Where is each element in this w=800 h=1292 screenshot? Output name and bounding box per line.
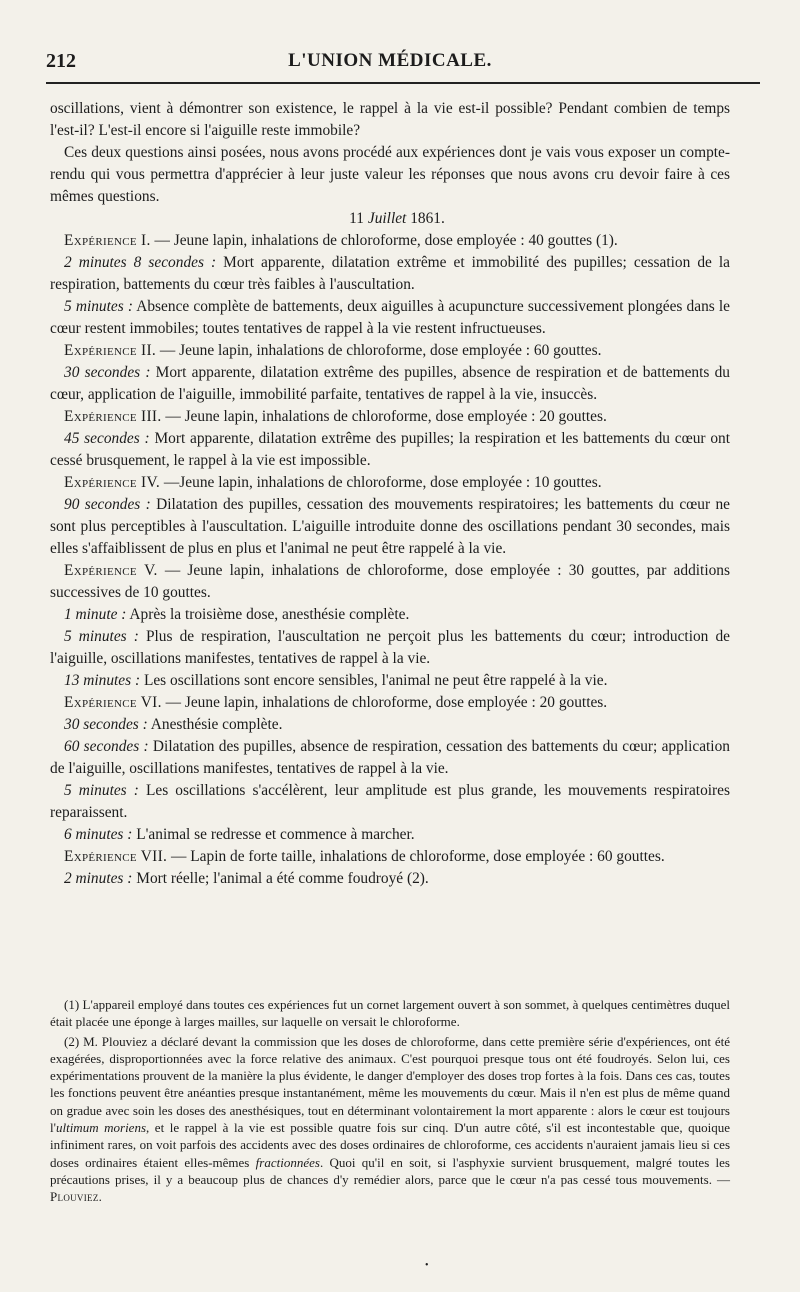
- date-day: 11: [349, 210, 364, 227]
- observation-text: Mort apparente, dilatation extrême des pupilles, absence de respiration et de battements du cœur, application de l'aiguille, immobilité parfaite, tentatives de rappel à la vie, insuccès.: [50, 364, 730, 403]
- observation-text: Les oscillations s'accélèrent, leur amplitude est plus grande, les mouvements respiratoires reparaissent.: [50, 782, 730, 821]
- observation-text: Mort réelle; l'animal a été comme foudroyé (2).: [132, 870, 429, 887]
- observation: [50, 670, 730, 692]
- observation-text: Plus de respiration, l'auscultation ne perçoit plus les battements du cœur; introduction de l'aiguille, oscillations manifestes, tentatives de rappel à la vie.: [50, 628, 730, 667]
- page-header: [46, 48, 730, 78]
- experiment-heading: [50, 560, 730, 604]
- experiment-label: Expérience IV.: [64, 474, 161, 491]
- observation-time: 5 minutes :: [64, 782, 139, 799]
- header-rule: [46, 82, 760, 84]
- date-year: 1861.: [410, 210, 445, 227]
- experiment-description: — Jeune lapin, inhalations de chloroforme, dose employée : 40 gouttes (1).: [150, 232, 618, 249]
- observation: [50, 868, 730, 890]
- bottom-mark: •: [425, 1260, 429, 1271]
- observation-text: Après la troisième dose, anesthésie complète.: [126, 606, 410, 623]
- observation: [50, 824, 730, 846]
- observation-text: Dilatation des pupilles, absence de respiration, cessation des battements du cœur; application de l'aiguille, oscillations manifestes, tentatives de rappel à la vie.: [50, 738, 730, 777]
- observation-text: Absence complète de battements, deux aiguilles à acupuncture successivement plongées dans le cœur restent immobiles; toutes tentatives de rappel à la vie restent infructueuses.: [50, 298, 730, 337]
- page: [46, 48, 730, 78]
- footnote-2-italic-2: fractionnées: [255, 1154, 320, 1170]
- experiment-label: Expérience V.: [64, 562, 158, 579]
- experiment-label: Expérience II.: [64, 342, 157, 359]
- experiment-heading: [50, 692, 730, 714]
- footnotes: [50, 996, 730, 1208]
- footnote-2-author: Plouviez.: [50, 1189, 103, 1205]
- observation-text: Dilatation des pupilles, cessation des mouvements respiratoires; les battements du cœur ne sont plus perceptibles à l'auscultation. L'aiguille introduite donne des oscillations pendant 30 secondes, mais elles s'affaiblissent de plus en plus et l'animal ne peut être rappelé à la vie.: [50, 496, 730, 557]
- observation: [50, 362, 730, 406]
- experiments-list: [50, 230, 730, 890]
- observation-time: 13 minutes :: [64, 672, 141, 689]
- experiment-label: Expérience VI.: [64, 694, 162, 711]
- observation-time: 1 minute :: [64, 606, 127, 623]
- observation-time: 30 secondes :: [64, 364, 151, 381]
- observation-text: L'animal se redresse et commence à marcher.: [132, 826, 415, 843]
- observation-time: 2 minutes 8 secondes :: [64, 254, 217, 271]
- body-text: [50, 98, 730, 890]
- experiment-label: Expérience VII.: [64, 848, 168, 865]
- observation: [50, 780, 730, 824]
- observation: [50, 604, 730, 626]
- observation-time: 30 secondes :: [64, 716, 148, 733]
- experiment-description: — Lapin de forte taille, inhalations de chloroforme, dose employée : 60 gouttes.: [167, 848, 665, 865]
- experiment-description: — Jeune lapin, inhalations de chloroforme, dose employée : 20 gouttes.: [161, 694, 608, 711]
- experiment-date: [50, 208, 730, 230]
- experiment-description: — Jeune lapin, inhalations de chloroforme, dose employée : 60 gouttes.: [156, 342, 602, 359]
- observation-time: 60 secondes :: [64, 738, 149, 755]
- page-number: 212: [46, 50, 76, 72]
- observation-time: 6 minutes :: [64, 826, 133, 843]
- observation-text: Les oscillations sont encore sensibles, l'animal ne peut être rappelé à la vie.: [140, 672, 608, 689]
- experiment-label: Expérience III.: [64, 408, 162, 425]
- footnote-2: [50, 1033, 730, 1206]
- observation: [50, 428, 730, 472]
- experiment-description: —Jeune lapin, inhalations de chloroforme, dose employée : 10 gouttes.: [160, 474, 602, 491]
- experiment-description: — Jeune lapin, inhalations de chloroforme, dose employée : 20 gouttes.: [161, 408, 607, 425]
- observation: [50, 736, 730, 780]
- date-month: Juillet: [367, 210, 407, 227]
- observation-text: Anesthésie complète.: [147, 716, 283, 733]
- observation-time: 45 secondes :: [64, 430, 150, 447]
- running-title: L'UNION MÉDICALE.: [288, 50, 492, 71]
- observation-time: 2 minutes :: [64, 870, 133, 887]
- experiment-heading: [50, 406, 730, 428]
- experiment-description: — Jeune lapin, inhalations de chloroforme, dose employée : 30 gouttes, par additions successives de 10 gouttes.: [50, 562, 730, 601]
- experiment-heading: [50, 472, 730, 494]
- observation: [50, 626, 730, 670]
- footnote-2-italic: ultimum moriens: [55, 1120, 147, 1136]
- footnote-2-part-a: (2) M. Plouviez a déclaré devant la commission que les doses de chloroforme, dans cette première série d'expériences, ont été exagérées, disproportionnées avec la force relative des animaux. C'est pourquoi presque tous ont été foudroyés. Selon lui, ces expérimentations prouvent de la manière la plus évidente, le danger d'employer des doses trop fortes à la fois. Dans ces cas, toutes les fonctions peuvent être anéanties presque instantanément, même les mouvements du cœur. Mais il n'en est plus de même quand on gradue avec soin les doses des anesthésiques, tout en déterminant volontairement la mort apparente : alors le cœur est toujours l': [50, 1033, 730, 1136]
- experiment-heading: [50, 846, 730, 868]
- footnote-2-part-c: . Quoi qu'il en soit, si l'asphyxie survient brusquement, malgré toutes les précautions prises, il y a beaucoup plus de chances d'y remédier alors, parce que le cœur n'a pas cessé tous mouvements. —: [50, 1154, 730, 1187]
- observation: [50, 296, 730, 340]
- footnote-1: (1) L'appareil employé dans toutes ces expériences fut un cornet largement ouvert à son sommet, à quelques centimètres duquel était placée une éponge à larges mailles, sur laquelle on versait le chloroforme.: [50, 997, 730, 1030]
- intro-paragraph-2: Ces deux questions ainsi posées, nous avons procédé aux expériences dont je vais vous exposer un compte-rendu qui vous permettra d'apprécier à leur juste valeur les réponses que nous avons cru devoir faire à ces mêmes questions.: [50, 144, 730, 205]
- intro-paragraph-1: oscillations, vient à démontrer son existence, le rappel à la vie est-il possible? Pendant combien de temps l'est-il? L'est-il encore si l'aiguille reste immobile?: [50, 100, 730, 139]
- observation: [50, 714, 730, 736]
- experiment-label: Expérience I.: [64, 232, 151, 249]
- experiment-heading: [50, 230, 730, 252]
- observation-time: 5 minutes :: [64, 298, 133, 315]
- footnote-2-part-b: , et le rappel à la vie est possible quatre fois sur cinq. D'un autre côté, s'il est incontestable que, quoique infiniment rares, on voit parfois des accidents avec des doses ordinaires de chloroforme, ces accidents n'auraient jamais lieu si ces doses ordinaires étaient elles-mêmes: [50, 1120, 731, 1170]
- experiment-heading: [50, 340, 730, 362]
- observation-time: 90 secondes :: [64, 496, 151, 513]
- observation: [50, 252, 730, 296]
- observation-text: Mort apparente, dilatation extrême et immobilité des pupilles; cessation de la respiration, battements du cœur très faibles à l'auscultation.: [50, 254, 730, 293]
- observation: [50, 494, 730, 560]
- observation-time: 5 minutes :: [64, 628, 139, 645]
- observation-text: Mort apparente, dilatation extrême des pupilles; la respiration et les battements du cœur ont cessé brusquement, le rappel à la vie est impossible.: [50, 430, 730, 469]
